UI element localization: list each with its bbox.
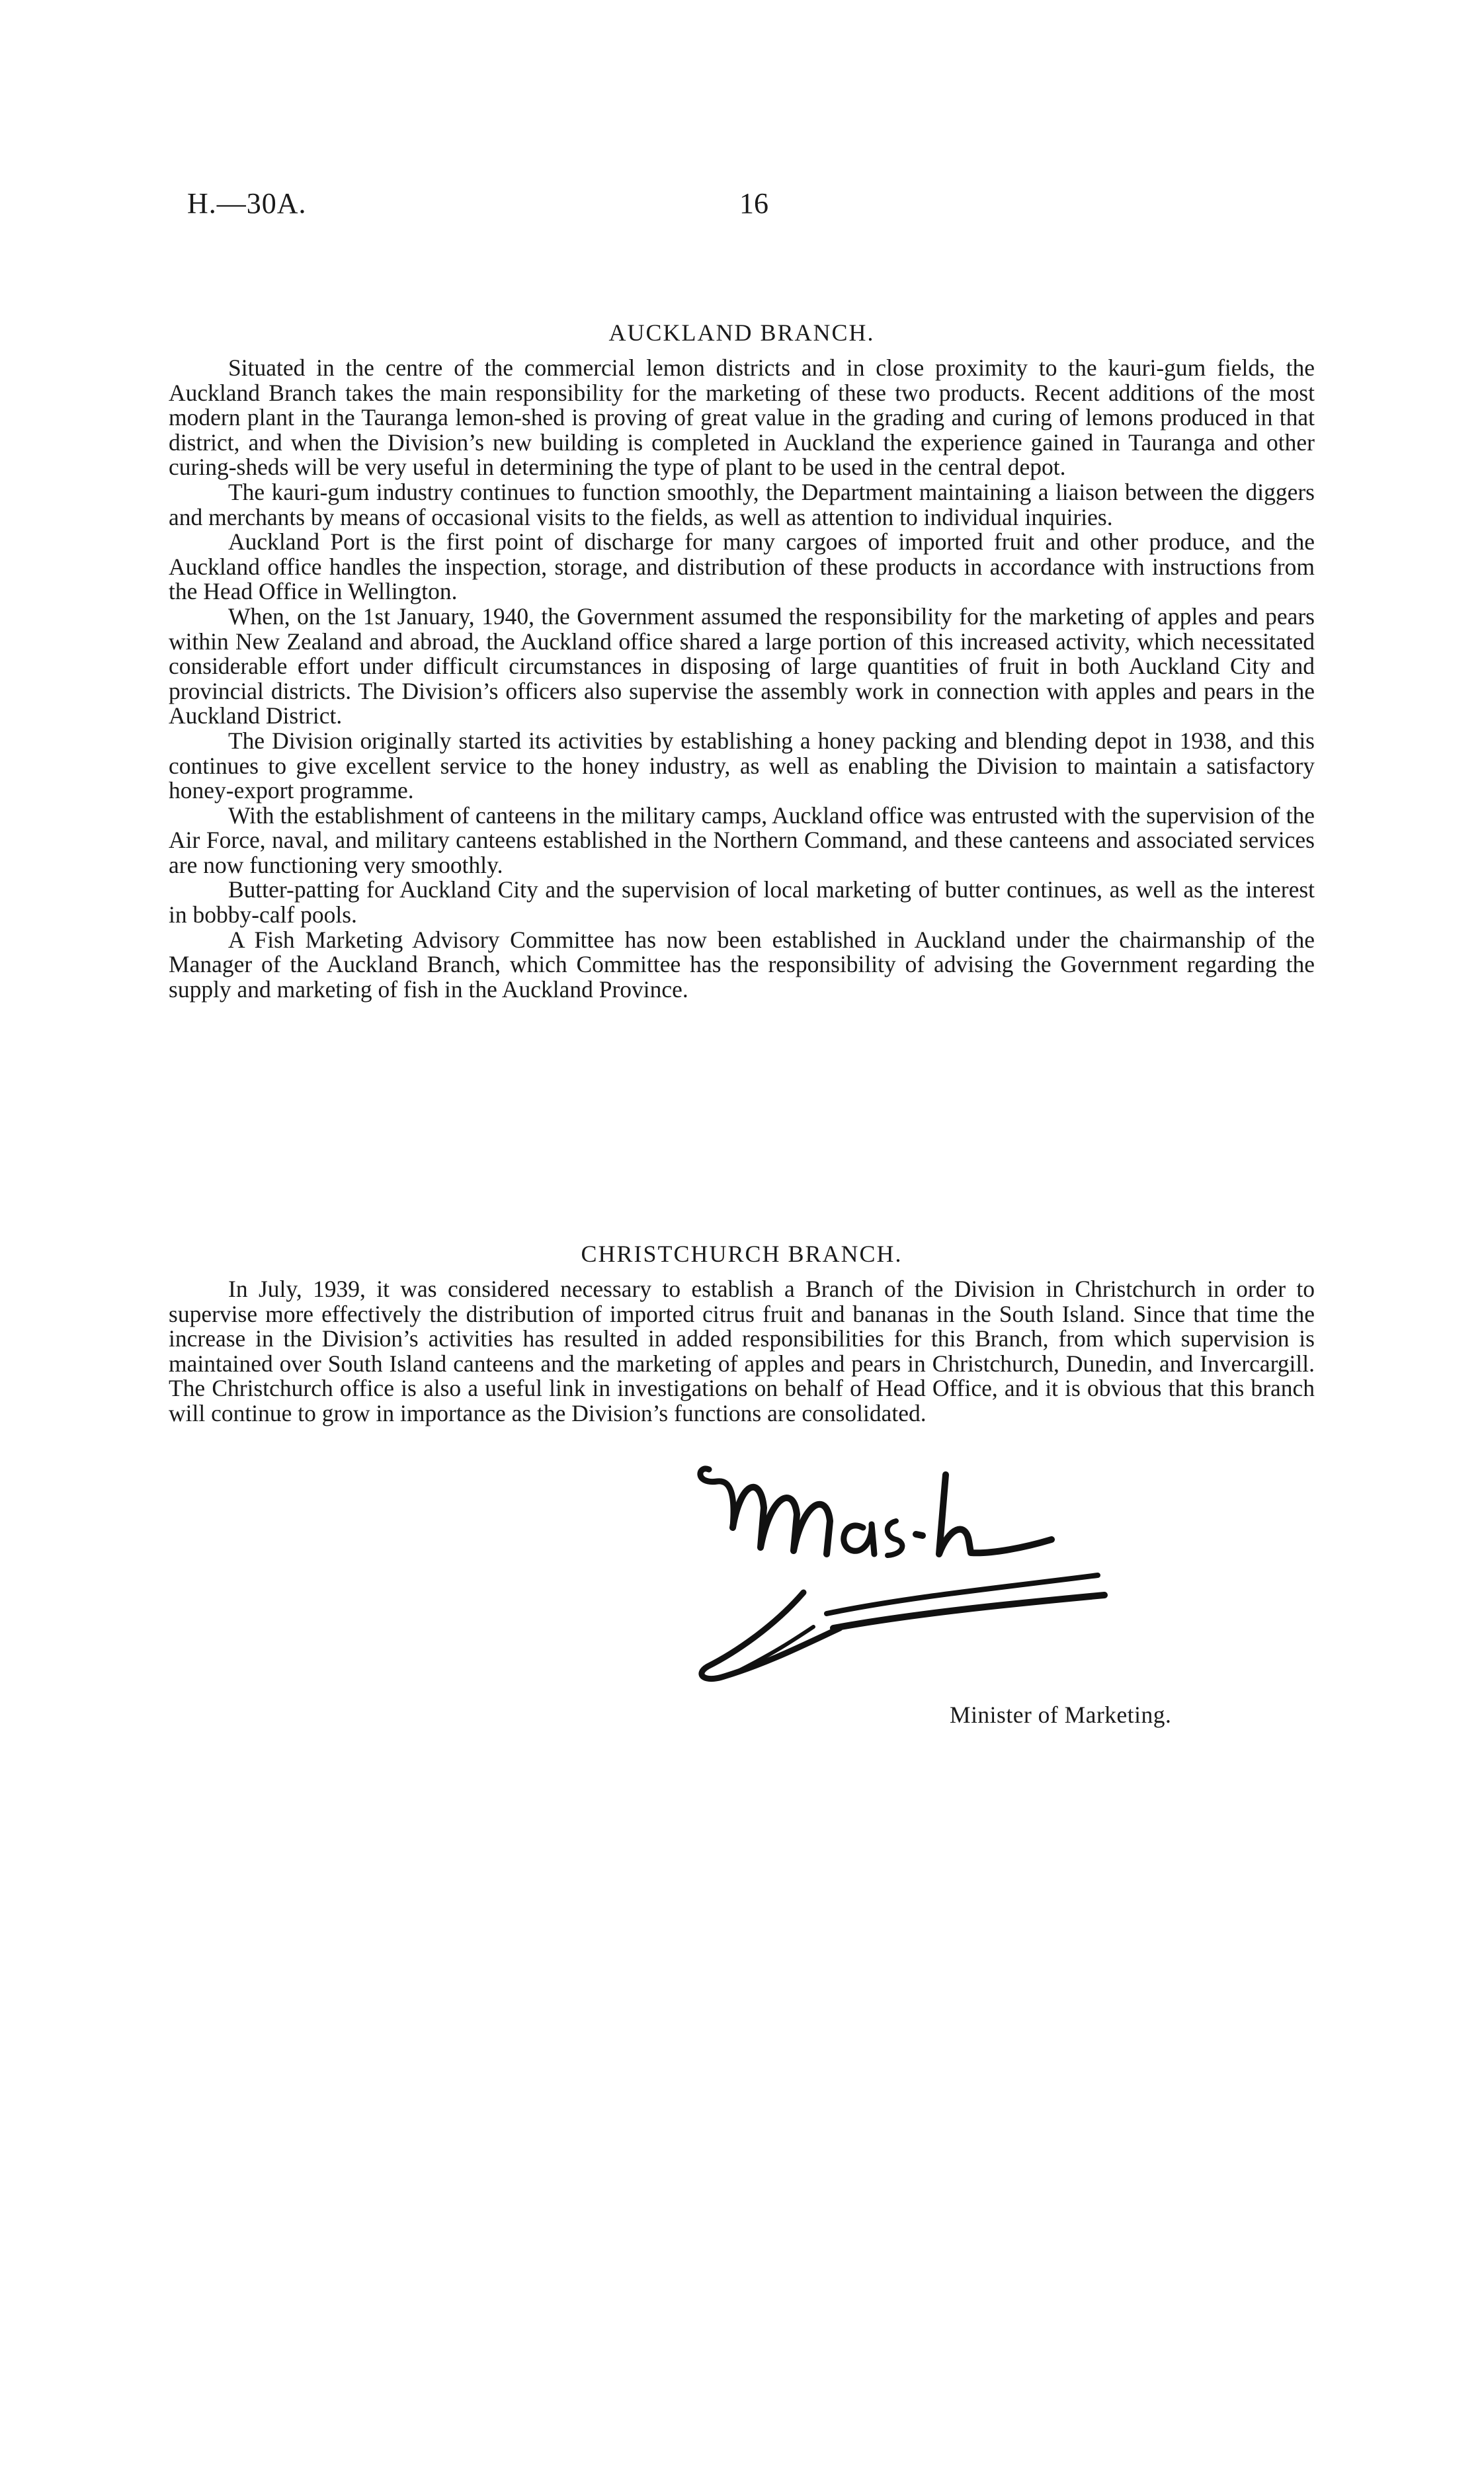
section-title: CHRISTCHURCH BRANCH. [581,1241,903,1267]
paragraph: A Fish Marketing Advisory Committee has now been established in Auckland under the chairmanship of the Manager of the Auckland Branch, which Committee has the responsibility of advising the Government regarding the supply and marketing of fish in the Auckland Province. [169,926,1315,1003]
paragraph: Situated in the centre of the commercial lemon districts and in close proximity to the kauri-gum fields, the Auckland Branch takes the main responsibility for the marketing of these two products. Recent additions of the most modern plant in the Tauranga lemon-shed is proving of great value in the grading and curing of lemons produced in that district, and when the Division’s new building is completed in Auckland the experience gained in Tauranga and other curing-sheds will be very useful in determining the type of plant to be used in the central depot. [169,354,1315,481]
page-number: 16 [739,187,768,220]
paragraph: Auckland Port is the first point of discharge for many cargoes of imported fruit and other produce, and the Auckland office handles the inspection, storage, and distribution of these products in accordance with instructions from the Head Office in Wellington. [169,528,1315,605]
section-christchurch-branch [169,1240,1315,1426]
document-reference: H.—30A. [187,187,307,220]
paragraph: In July, 1939, it was considered necessary to establish a Branch of the Division in Christchurch in order to supervise more effectively the distribution of imported citrus fruit and bananas in the South Island. Since that time the increase in the Division’s activities has resulted in added responsibilities for this Branch, from which supervision is maintained over South Island canteens and the marketing of apples and pears in Christchurch, Dunedin, and Invercargill. The Christchurch office is also a useful link in investigations on behalf of Head Office, and it is obvious that this branch will continue to grow in importance as the Division’s functions are consolidated. [169,1276,1315,1426]
paragraph: With the establishment of canteens in the military camps, Auckland office was entrusted with the supervision of the Air Force, naval, and military canteens established in the Northern Command, and these canteens and associated services are now functioning very smoothly. [169,802,1315,878]
signatory-title: Minister of Marketing. [950,1702,1172,1728]
paragraph: The kauri-gum industry continues to function smoothly, the Department maintaining a liaison between the diggers and merchants by means of occasional visits to the fields, as well as attention to individual inquiries. [169,478,1315,530]
paragraph: Butter-patting for Auckland City and the supervision of local marketing of butter continues, as well as the interest in bobby-calf pools. [169,876,1315,928]
paragraph: The Division originally started its activities by establishing a honey packing and blending depot in 1938, and this continues to give excellent service to the honey industry, as well as enabling the Division to maintain a satisfactory honey-export programme. [169,727,1315,804]
paragraph: When, on the 1st January, 1940, the Government assumed the responsibility for the marketing of apples and pears within New Zealand and abroad, the Auckland office shared a large portion of this increased activity, which necessitated considerable effort under difficult circumstances in disposing of large quantities of fruit in both Auckland City and provincial districts. The Division’s officers also supervise the assembly work in connection with apples and pears in the Auckland District. [169,602,1315,729]
section-title: AUCKLAND BRANCH. [608,319,875,346]
handwritten-signature [694,1455,1118,1719]
section-auckland-branch [169,319,1315,1002]
